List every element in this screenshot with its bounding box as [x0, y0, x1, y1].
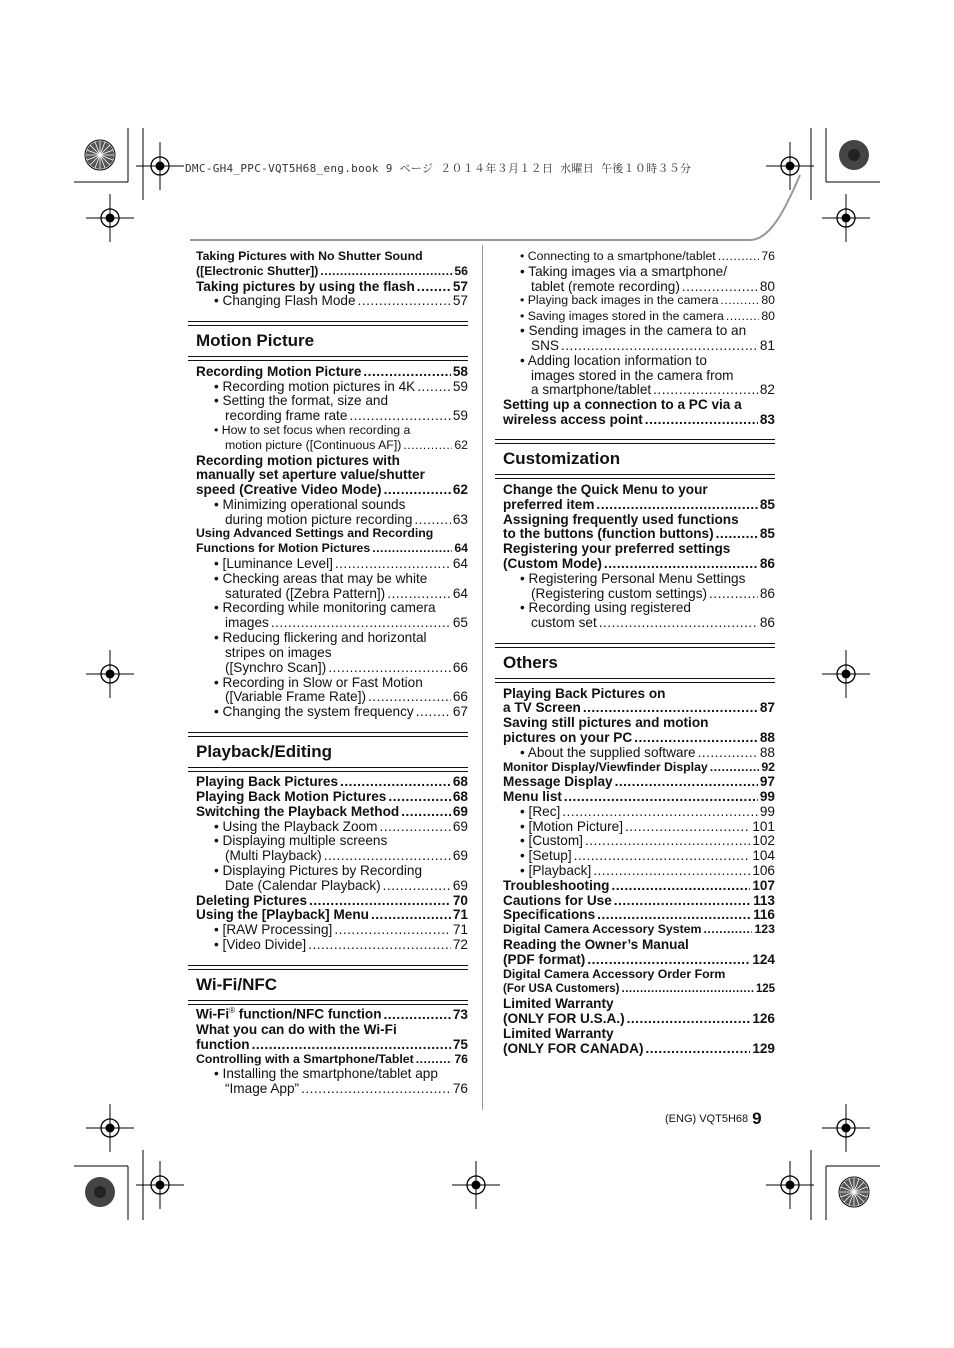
toc-entry[interactable]: • Recording motion pictures in 4K ..... 59 — [214, 379, 468, 394]
toc-entry[interactable]: • Recording using registered — [520, 600, 691, 615]
toc-entry[interactable]: • How to set focus when recording a — [214, 423, 411, 437]
toc-entry[interactable]: Monitor Display/Viewfinder Display ..... 92 — [503, 760, 775, 775]
toc-entry[interactable]: to the buttons (function buttons) ..... 85 — [503, 526, 775, 541]
toc-entry[interactable]: Troubleshooting ..... 107 — [503, 878, 775, 893]
toc-entry[interactable]: • Minimizing operational sounds — [214, 497, 406, 512]
toc-entry[interactable]: SNS ..... 81 — [531, 338, 775, 353]
toc-entry[interactable]: Playing Back Pictures ..... 68 — [196, 774, 468, 789]
toc-entry[interactable]: Setting up a connection to a PC via a — [503, 397, 742, 412]
toc-entry[interactable]: • Changing Flash Mode ..... 57 — [214, 293, 468, 308]
toc-entry[interactable]: Using the [Playback] Menu ..... 71 — [196, 907, 468, 922]
toc-entry[interactable]: Specifications ..... 116 — [503, 907, 775, 922]
toc-entry[interactable]: (PDF format) ..... 124 — [503, 952, 775, 967]
toc-entry[interactable]: • [Playback] ..... 106 — [520, 863, 775, 878]
toc-entry[interactable]: • Reducing flickering and horizontal — [214, 630, 427, 645]
section-header-wifi-nfc: Wi-Fi/NFC — [188, 965, 468, 1005]
toc-entry[interactable]: • Registering Personal Menu Settings — [520, 571, 746, 586]
toc-right-column — [503, 249, 775, 1069]
toc-left-column — [196, 249, 468, 1099]
toc-entry[interactable]: (Multi Playback) ..... 69 — [225, 848, 468, 863]
toc-entry[interactable]: • About the supplied software ..... 88 — [520, 745, 775, 760]
toc-entry[interactable]: • [Luminance Level] ..... 64 — [214, 556, 468, 571]
toc-entry[interactable]: (ONLY FOR CANADA) ..... 129 — [503, 1041, 775, 1056]
toc-entry[interactable]: (For USA Customers) ..... 125 — [503, 982, 775, 997]
toc-entry[interactable]: speed (Creative Video Mode) ..... 62 — [196, 482, 468, 497]
toc-entry[interactable]: • [Rec] ..... 99 — [520, 804, 775, 819]
toc-entry[interactable]: • [RAW Processing] ..... 71 — [214, 922, 468, 937]
toc-entry[interactable]: • Sending images in the camera to an — [520, 323, 747, 338]
toc-entry[interactable]: Switching the Playback Method ..... 69 — [196, 804, 468, 819]
toc-entry[interactable]: during motion picture recording ..... 63 — [225, 512, 468, 527]
page-number: 9 — [752, 1109, 762, 1128]
toc-entry[interactable]: Digital Camera Accessory Order Form — [503, 967, 726, 981]
toc-entry[interactable]: Saving still pictures and motion — [503, 715, 709, 730]
toc-entry[interactable]: ([Variable Frame Rate]) ..... 66 — [225, 689, 468, 704]
column-divider — [482, 245, 483, 1110]
toc-entry[interactable]: Taking pictures by using the flash ..... 57 — [196, 279, 468, 294]
section-header-motion-picture: Motion Picture — [188, 321, 468, 361]
toc-entry[interactable]: Deleting Pictures ..... 70 — [196, 893, 468, 908]
toc-entry[interactable]: • Displaying multiple screens — [214, 833, 388, 848]
toc-entry[interactable]: Taking Pictures with No Shutter Sound — [196, 249, 423, 263]
page-footer — [665, 1109, 762, 1129]
toc-entry[interactable]: a smartphone/tablet ..... 82 — [531, 382, 775, 397]
toc-entry[interactable]: • Connecting to a smartphone/tablet ..... 76 — [520, 249, 775, 264]
toc-entry[interactable]: stripes on images — [225, 645, 332, 660]
toc-entry[interactable]: ([Synchro Scan]) ..... 66 — [225, 660, 468, 675]
toc-entry[interactable]: custom set ..... 86 — [531, 615, 775, 630]
toc-entry[interactable]: Recording motion pictures with — [196, 453, 400, 468]
toc-entry[interactable]: tablet (remote recording) ..... 80 — [531, 279, 775, 294]
toc-entry[interactable]: Assigning frequently used functions — [503, 512, 739, 527]
toc-entry[interactable]: • Adding location information to — [520, 353, 707, 368]
toc-entry[interactable]: motion picture ([Continuous AF]) ..... 62 — [225, 438, 468, 453]
toc-entry[interactable]: a TV Screen ..... 87 — [503, 700, 775, 715]
toc-entry[interactable]: Limited Warranty — [503, 1026, 614, 1041]
toc-entry[interactable]: • Playing back images in the camera ..... 80 — [520, 293, 775, 308]
toc-entry[interactable]: Reading the Owner’s Manual — [503, 937, 689, 952]
toc-entry[interactable]: Wi-Fi® function/NFC function ..... 73 — [196, 1007, 468, 1022]
toc-entry[interactable]: Change the Quick Menu to your — [503, 482, 708, 497]
toc-entry[interactable]: (ONLY FOR U.S.A.) ..... 126 — [503, 1011, 775, 1026]
toc-entry[interactable]: • Installing the smartphone/tablet app — [214, 1066, 438, 1081]
toc-entry[interactable]: recording frame rate ..... 59 — [225, 408, 468, 423]
toc-entry[interactable]: Playing Back Motion Pictures ..... 68 — [196, 789, 468, 804]
toc-entry[interactable]: Limited Warranty — [503, 996, 614, 1011]
toc-entry[interactable]: Playing Back Pictures on — [503, 686, 666, 701]
toc-entry[interactable]: preferred item ..... 85 — [503, 497, 775, 512]
toc-entry[interactable]: • Using the Playback Zoom ..... 69 — [214, 819, 468, 834]
toc-entry[interactable]: Date (Calendar Playback) ..... 69 — [225, 878, 468, 893]
toc-entry[interactable]: function ..... 75 — [196, 1037, 468, 1052]
print-header: DMC-GH4_PPC-VQT5H68_eng.book 9 ページ ２０１４年３月１２日 水曜日 午後１０時３５分 — [185, 162, 692, 175]
document-code: (ENG) VQT5H68 — [665, 1113, 749, 1125]
toc-entry[interactable]: • Taking images via a smartphone/ — [520, 264, 728, 279]
toc-entry[interactable]: manually set aperture value/shutter — [196, 467, 425, 482]
toc-entry[interactable]: What you can do with the Wi-Fi — [196, 1022, 397, 1037]
toc-entry[interactable]: • Displaying Pictures by Recording — [214, 863, 423, 878]
toc-entry[interactable]: Cautions for Use ..... 113 — [503, 893, 775, 908]
toc-entry[interactable]: • Recording in Slow or Fast Motion — [214, 675, 423, 690]
toc-entry[interactable]: • [Setup] ..... 104 — [520, 848, 775, 863]
section-header-customization: Customization — [495, 439, 775, 479]
toc-entry[interactable]: • Checking areas that may be white — [214, 571, 428, 586]
toc-entry[interactable]: “Image App” ..... 76 — [225, 1081, 468, 1096]
toc-entry[interactable]: (Registering custom settings) ..... 86 — [531, 586, 775, 601]
toc-entry[interactable]: • [Custom] ..... 102 — [520, 833, 775, 848]
toc-entry[interactable]: Message Display ..... 97 — [503, 774, 775, 789]
toc-entry[interactable]: Functions for Motion Pictures ..... 64 — [196, 541, 468, 556]
toc-entry[interactable]: images ..... 65 — [225, 615, 468, 630]
toc-entry[interactable]: • [Video Divide] ..... 72 — [214, 937, 468, 952]
toc-entry[interactable]: • Setting the format, size and — [214, 393, 389, 408]
toc-entry[interactable]: Controlling with a Smartphone/Tablet ..... 76 — [196, 1052, 468, 1067]
toc-entry[interactable]: ([Electronic Shutter]) ..... 56 — [196, 264, 468, 279]
toc-entry[interactable]: saturated ([Zebra Pattern]) ..... 64 — [225, 586, 468, 601]
section-header-others: Others — [495, 643, 775, 683]
toc-entry[interactable]: • Saving images stored in the camera ..... 80 — [520, 309, 775, 324]
toc-entry[interactable]: Recording Motion Picture ..... 58 — [196, 364, 468, 379]
section-header-playback-editing: Playback/Editing — [188, 732, 468, 772]
toc-entry[interactable]: images stored in the camera from — [531, 368, 734, 383]
toc-entry[interactable]: wireless access point ..... 83 — [503, 412, 775, 427]
toc-entry[interactable]: Registering your preferred settings — [503, 541, 731, 556]
toc-entry[interactable]: Using Advanced Settings and Recording — [196, 526, 434, 540]
toc-entry[interactable]: • Recording while monitoring camera — [214, 600, 436, 615]
toc-entry[interactable]: • [Motion Picture] ..... 101 — [520, 819, 775, 834]
toc-entry[interactable]: Menu list ..... 99 — [503, 789, 775, 804]
toc-entry[interactable]: pictures on your PC ..... 88 — [503, 730, 775, 745]
toc-entry[interactable]: • Changing the system frequency ..... 67 — [214, 704, 468, 719]
toc-entry[interactable]: (Custom Mode) ..... 86 — [503, 556, 775, 571]
toc-entry[interactable]: Digital Camera Accessory System ..... 123 — [503, 922, 775, 937]
